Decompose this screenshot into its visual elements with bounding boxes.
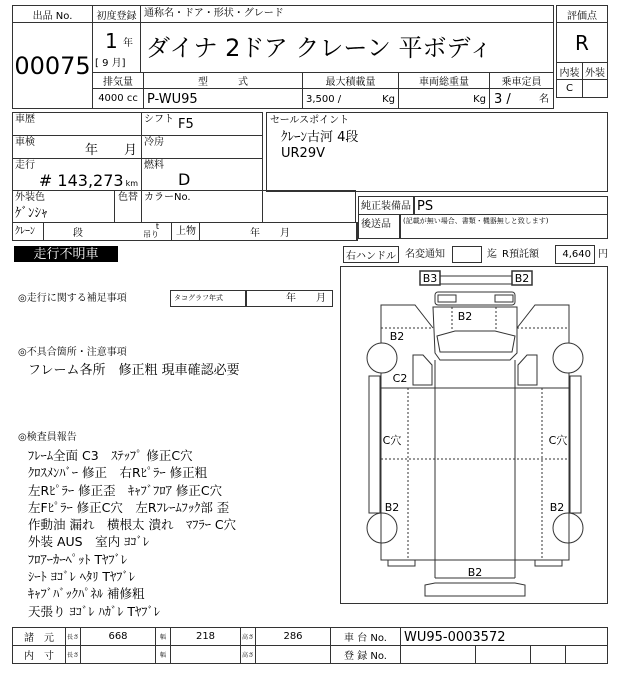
report-line: ｼｰﾄ ﾖｺﾞﾚ ﾍﾀﾘ Tﾔﾌﾞﾚ [28, 569, 136, 585]
model-value: P-WU95 [147, 92, 198, 107]
lot-number: 00075 [12, 22, 93, 109]
registration-cell [530, 645, 566, 664]
registration-cell [400, 645, 476, 664]
inspector-report-label: ◎検査員報告 [18, 432, 77, 443]
damage-mark: B3 [422, 272, 438, 285]
displacement-label: 排気量 [92, 72, 144, 89]
inner-width-value [170, 645, 241, 664]
inner-height-label: 高さ [240, 645, 256, 664]
registration-cell [565, 645, 608, 664]
interior-grade: C [556, 79, 583, 98]
gross-weight-label: 車両総重量 [398, 72, 490, 89]
name-header [140, 5, 554, 23]
defects-label: ◎不具合箇所・注意事項 [18, 347, 127, 358]
report-line: 左Fﾋﾟﾗｰ 修正C穴 左Rﾌﾚｰﾑﾌｯｸ部 歪 [28, 499, 230, 515]
recycle-value: 4,640 [562, 249, 591, 260]
history-cell [12, 112, 142, 136]
damage-mark: B2 [549, 501, 565, 514]
crane-label: ｸﾚｰﾝ [15, 226, 35, 237]
first-reg-cell [92, 22, 141, 73]
chassis-label: 車 台 No. [330, 627, 401, 646]
later-items-note: (記載が無い場合、書類・機器無しと致します) [403, 217, 549, 225]
divider [399, 214, 401, 239]
registration-cell [475, 645, 531, 664]
color-label: 外装色 [15, 192, 45, 203]
ac-cell [141, 135, 263, 159]
upper-label: 上物 [176, 226, 196, 237]
unknown-mileage-badge: 走行不明車 [14, 246, 118, 262]
model-cell [143, 88, 303, 109]
sales-point-line: ｸﾚｰﾝ古河 4段 [281, 130, 359, 145]
score-value: R [556, 22, 608, 63]
damage-mark: C2 [392, 372, 408, 385]
interior-label: 内装 [556, 62, 583, 80]
divider [413, 196, 415, 215]
mileage-cell [12, 158, 142, 191]
report-line: ｸﾛｽﾒﾝﾊﾞｰ 修正 右Rﾋﾟﾗｰ 修正粗 [28, 465, 208, 481]
damage-mark: B2 [467, 566, 483, 579]
fuel-label: 燃料 [144, 160, 164, 171]
report-line: 作動油 漏れ 横根太 潰れ ﾏﾌﾗｰ C穴 [28, 517, 237, 533]
report-line: ﾌﾛｱｰｶｰﾍﾟｯﾄ Tﾔﾌﾞﾚ [28, 551, 128, 567]
damage-mark: B2 [384, 501, 400, 514]
later-items-label: 後送品 [361, 219, 391, 230]
capacity-cell [489, 88, 554, 109]
damage-mark: C穴 [382, 434, 402, 447]
equipment-value: PS [417, 199, 434, 214]
yen-label: 円 [598, 249, 608, 260]
length-value: 668 [80, 627, 156, 646]
tacho-label: タコグラフ年式 [174, 294, 223, 302]
ac-label: 冷房 [144, 137, 164, 148]
width-label: 幅 [155, 627, 171, 646]
tacho-value: 年 月 [286, 293, 326, 304]
sales-point-line: UR29V [281, 146, 325, 161]
driving-notes-label: ◎走行に関する補足事項 [18, 293, 127, 304]
rhd-badge: 右ハンドル [343, 246, 399, 263]
report-line: ﾌﾚｰﾑ全面 C3 ｽﾃｯﾌﾟ 修正C穴 [28, 448, 193, 463]
report-line: 左Rﾋﾟﾗｰ 修正歪 ｷｬﾌﾞﾌﾛｱ 修正C穴 [28, 482, 223, 498]
until-label: 迄 [487, 249, 497, 260]
inspector-report [28, 447, 236, 620]
color-value: ｹﾞﾝｼｬ [15, 206, 48, 221]
inner-length-label: 長さ [65, 645, 81, 664]
spec-label: 諸 元 [12, 627, 66, 646]
sales-point-label: セールスポイント [270, 115, 350, 126]
name-label: 通称名・ドア・形状・グレード [144, 8, 284, 19]
inner-label: 内 寸 [12, 645, 66, 664]
tacho-cell [170, 290, 333, 307]
capacity-value: 3 / [494, 92, 511, 107]
mileage-label: 走行 [15, 160, 35, 171]
gross-weight-cell [398, 88, 490, 109]
exterior-grade [582, 79, 608, 98]
damage-mark: B2 [514, 272, 530, 285]
crane-ton: t 吊り [143, 222, 159, 239]
model-label: 型 式 [143, 72, 303, 89]
report-line: 外装 AUS 室内 ﾖｺﾞﾚ [28, 534, 150, 550]
displacement-value: 4000 cc [92, 88, 144, 109]
sales-point-box [266, 112, 608, 192]
inspection-label: 車検 [15, 137, 35, 148]
width-value: 218 [170, 627, 241, 646]
divider [245, 290, 247, 307]
damage-mark: B2 [457, 310, 473, 323]
blank-cell [262, 190, 356, 223]
history-label: 車歴 [15, 114, 35, 125]
chassis-cell [400, 627, 608, 646]
fuel-value: D [178, 170, 191, 189]
later-items-cell [358, 214, 608, 239]
max-load-cell [302, 88, 399, 109]
gross-weight-unit: Kg [473, 94, 486, 105]
recycle-label: R預託額 [502, 249, 539, 260]
vehicle-name: ダイナ 2ドア クレーン 平ボディ [146, 34, 493, 62]
max-load-value: 3,500 / [306, 94, 342, 105]
damage-mark: B2 [389, 330, 405, 343]
year-unit: 年 [123, 38, 133, 49]
shift-label: シフト [144, 114, 174, 125]
mileage-value: # 143,273 [38, 171, 124, 190]
color-no-cell [141, 190, 263, 223]
exterior-label: 外装 [582, 62, 608, 80]
height-label: 高さ [240, 627, 256, 646]
shift-cell [141, 112, 263, 136]
color-change-label: 色替 [118, 192, 138, 203]
lot-label: 出品 No. [12, 5, 93, 23]
report-line: ｷｬﾌﾞﾊﾞｯｸﾊﾟﾈﾙ 補修粗 [28, 586, 145, 602]
upper-date: 年 月 [250, 228, 290, 239]
name-change-label: 名変通知 [405, 249, 445, 260]
length-label: 長さ [65, 627, 81, 646]
crane-row [12, 222, 357, 241]
inner-width-label: 幅 [155, 645, 171, 664]
inspection-value: 年 月 [85, 143, 138, 158]
first-reg-label: 初度登録 [92, 5, 141, 23]
score-label: 評価点 [556, 5, 608, 23]
first-reg-year: 1 [105, 29, 118, 53]
inner-length-value [80, 645, 156, 664]
registration-label: 登 録 No. [330, 645, 401, 664]
equipment-label: 純正装備品 [361, 201, 411, 212]
defects-text: フレーム各所 修正粗 現車確認必要 [28, 363, 240, 378]
name-cell [140, 22, 554, 73]
report-line: 天張り ﾖｺﾞﾚ ﾊｶﾞﾚ Tﾔﾌﾞﾚ [28, 603, 161, 619]
max-load-label: 最大積載量 [302, 72, 399, 89]
capacity-label: 乗車定員 [489, 72, 554, 89]
crane-stage: 段 [73, 228, 83, 239]
color-change-cell [114, 190, 142, 223]
truck-damage-diagram [340, 260, 610, 610]
color-cell [12, 190, 115, 223]
inspection-cell [12, 135, 142, 159]
mileage-row [39, 173, 138, 189]
damage-mark: C穴 [548, 434, 568, 447]
chassis-number: WU95-0003572 [404, 630, 506, 645]
shift-value: F5 [178, 117, 194, 132]
mileage-unit: km [125, 179, 138, 188]
equipment-cell [358, 196, 608, 215]
height-value: 286 [255, 627, 331, 646]
inner-height-value [255, 645, 331, 664]
first-reg-month: [ 9 月] [95, 58, 126, 69]
fuel-cell [141, 158, 263, 191]
capacity-unit: 名 [539, 94, 549, 105]
color-no-label: カラーNo. [144, 192, 191, 203]
max-load-unit: Kg [382, 94, 395, 105]
